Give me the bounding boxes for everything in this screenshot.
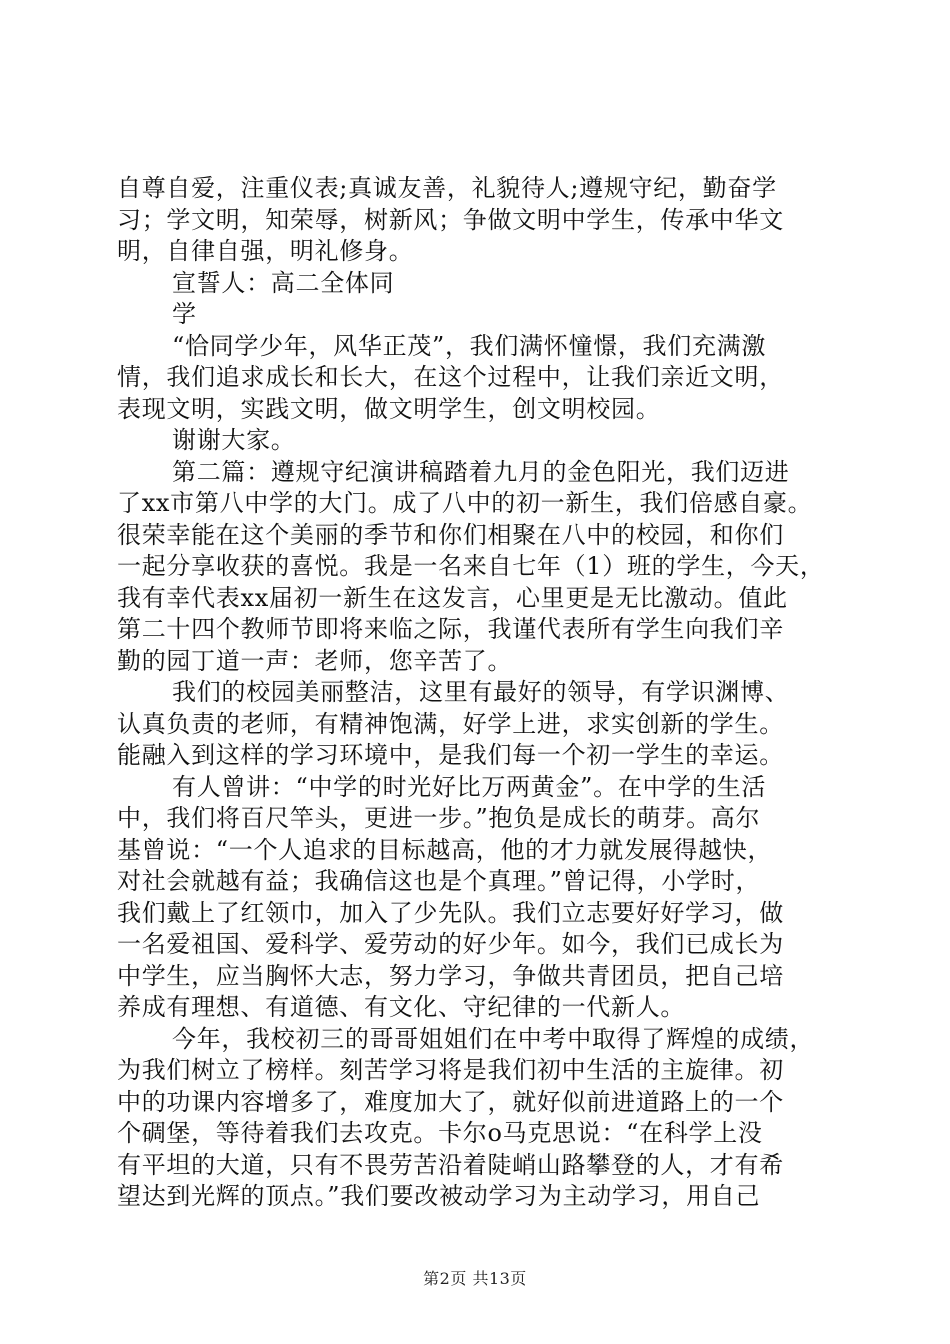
- text-line: 有人曾讲：“中学的时光好比万两黄金”。在中学的生活: [172, 772, 767, 801]
- text-line: 中学生，应当胸怀大志，努力学习，争做共青团员，把自己培: [117, 961, 784, 990]
- text-line: 宣誓人：高二全体同: [172, 268, 395, 297]
- text-line: 能融入到这样的学习环境中，是我们每一个初一学生的幸运。: [117, 741, 784, 769]
- text-line: “恰同学少年，风华正茂”，我们满怀憧憬，我们充满激: [172, 331, 767, 360]
- text-line: 一起分享收获的喜悦。我是一名来自七年（1）班的学生，今天，: [117, 552, 825, 580]
- text-line: 为我们树立了榜样。刻苦学习将是我们初中生活的主旋律。初: [117, 1056, 784, 1084]
- text-line: 学: [172, 300, 197, 328]
- text-line: 基曾说：“一个人追求的目标越高，他的才力就发展得越快，: [117, 835, 773, 864]
- text-line: 中，我们将百尺竿头，更进一步。”抱负是成长的萌芽。高尔: [117, 804, 761, 832]
- text-line: 第二十四个教师节即将来临之际，我谨代表所有学生向我们辛: [117, 615, 784, 643]
- text-line: 养成有理想、有道德、有文化、守纪律的一代新人。: [117, 993, 686, 1021]
- text-line: 情，我们追求成长和长大，在这个过程中，让我们亲近文明，: [117, 363, 784, 391]
- text-line: 一名爱祖国、爱科学、爱劳动的好少年。如今，我们已成长为: [117, 930, 784, 958]
- text-line: 习；学文明，知荣辱，树新风；争做文明中学生，传承中华文: [117, 205, 784, 234]
- text-line: 个碉堡，等待着我们去攻克。卡尔o马克思说：“在科学上没: [117, 1119, 763, 1147]
- page-footer: [0, 1266, 950, 1289]
- text-line: 对社会就越有益；我确信这也是个真理。”曾记得，小学时，: [117, 867, 761, 895]
- text-line: 谢谢大家。: [172, 426, 296, 454]
- text-line: 中的功课内容增多了，难度加大了，就好似前进道路上的一个: [117, 1087, 784, 1116]
- text-line: 自尊自爱，注重仪表;真诚友善，礼貌待人;遵规守纪，勤奋学: [117, 174, 777, 202]
- text-line: 勤的园丁道一声：老师，您辛苦了。: [117, 646, 513, 675]
- text-line: 认真负责的老师，有精神饱满，好学上进，求实创新的学生。: [117, 709, 784, 738]
- text-line: 很荣幸能在这个美丽的季节和你们相聚在八中的校园，和你们: [117, 520, 784, 549]
- page-number-label: 第2页 共13页: [423, 1269, 527, 1288]
- text-line: 明，自律自强，明礼修身。: [117, 237, 414, 265]
- text-line: 表现文明，实践文明，做文明学生，创文明校园。: [117, 394, 661, 423]
- text-line: 我有幸代表xx届初一新生在这发言，心里更是无比激动。值此: [117, 583, 788, 612]
- document-body: [117, 173, 837, 1213]
- text-line: 有平坦的大道，只有不畏劳苦沿着陡峭山路攀登的人，才有希: [117, 1150, 784, 1179]
- text-line: 今年，我校初三的哥哥姐姐们在中考中取得了辉煌的成绩，: [172, 1024, 815, 1053]
- text-line: 我们的校园美丽整洁，这里有最好的领导，有学识渊博、: [172, 678, 790, 706]
- text-line: 第二篇：遵规守纪演讲稿踏着九月的金色阳光，我们迈进: [172, 457, 790, 486]
- text-line: 我们戴上了红领巾，加入了少先队。我们立志要好好学习，做: [117, 898, 784, 927]
- text-line: 望达到光辉的顶点。”我们要改被动学习为主动学习，用自己: [117, 1182, 761, 1210]
- text-line: 了xx市第八中学的大门。成了八中的初一新生，我们倍感自豪。: [117, 489, 813, 517]
